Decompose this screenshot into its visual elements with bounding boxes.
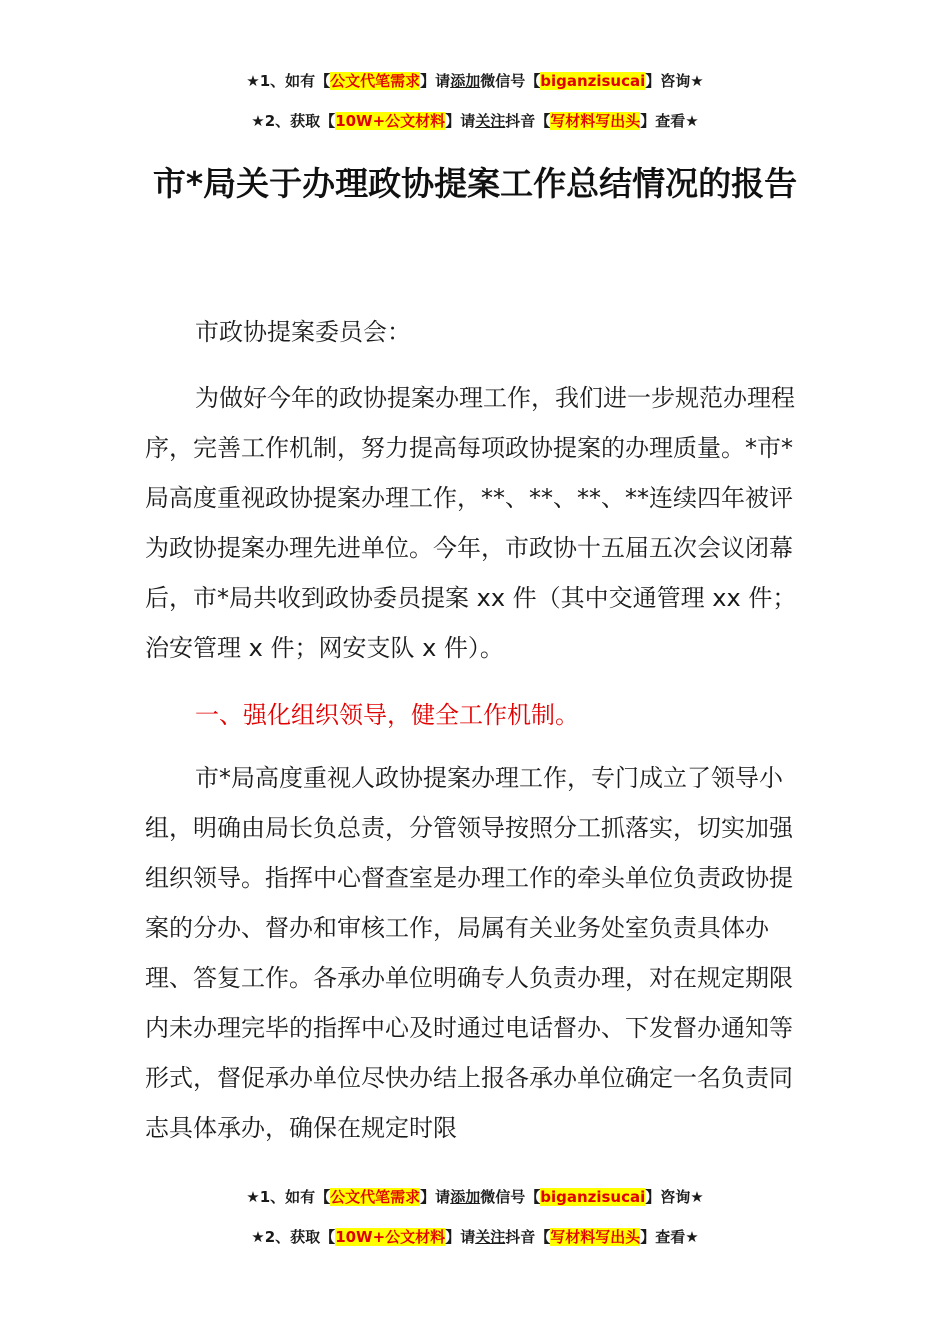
banner-wechat-id: biganzisucai xyxy=(540,72,646,90)
banner-text: 微信号【 xyxy=(480,72,541,90)
banner-wechat-id: biganzisucai xyxy=(540,1188,646,1206)
banner-underline: 关注 xyxy=(475,1228,506,1246)
banner-text: 微信号【 xyxy=(480,1188,541,1206)
salutation: 市政协提案委员会： xyxy=(195,318,411,346)
section-heading-1: 一、强化组织领导，健全工作机制。 xyxy=(195,701,579,729)
banner-text: ★1、如有【 xyxy=(246,72,331,90)
banner-text: ★1、如有【 xyxy=(246,1188,331,1206)
banner-highlight: 10W+公文材料 xyxy=(335,112,446,130)
promo-banner-line-2-footer xyxy=(0,1226,950,1248)
banner-text: 】咨询★ xyxy=(645,1188,704,1206)
body-paragraph-1: 为做好今年的政协提案办理工作，我们进一步规范办理程序，完善工作机制，努力提高每项政协提案的办理质量。*市*局高度重视政协提案办理工作，**、**、**、**连续四年被评为政协提案办理先进单位。今年，市政协十五届五次会议闭幕后，市*局共收到政协委员提案 xx 件（其中交通管理 xx 件；治安管理 x 件；网安支队 x 件）。 xyxy=(145,384,797,662)
banner-text: ★2、获取【 xyxy=(251,1228,336,1246)
banner-underline: 关注 xyxy=(475,112,506,130)
banner-douyin-id: 写材料写出头 xyxy=(550,112,641,130)
banner-text: 】请 xyxy=(420,72,451,90)
banner-underline: 添加 xyxy=(450,1188,481,1206)
banner-text: 】查看★ xyxy=(640,112,699,130)
banner-text: 】查看★ xyxy=(640,1228,699,1246)
banner-text: 抖音【 xyxy=(505,1228,551,1246)
banner-text: 】请 xyxy=(420,1188,451,1206)
banner-text: 】咨询★ xyxy=(645,72,704,90)
banner-underline: 添加 xyxy=(450,72,481,90)
banner-highlight: 公文代笔需求 xyxy=(330,72,421,90)
promo-banner-line-1-footer xyxy=(0,1186,950,1208)
banner-highlight: 公文代笔需求 xyxy=(330,1188,421,1206)
body-paragraph-2: 市*局高度重视人政协提案办理工作，专门成立了领导小组，明确由局长负总责，分管领导按照分工抓落实，切实加强组织领导。指挥中心督查室是办理工作的牵头单位负责政协提案的分办、督办和审核工作，局属有关业务处室负责具体办理、答复工作。各承办单位明确专人负责办理，对在规定期限内未办理完毕的指挥中心及时通过电话督办、下发督办通知等形式，督促承办单位尽快办结上报各承办单位确定一名负责同志具体承办，确保在规定时限 xyxy=(145,764,793,1142)
banner-highlight: 10W+公文材料 xyxy=(335,1228,446,1246)
banner-douyin-id: 写材料写出头 xyxy=(550,1228,641,1246)
banner-text: ★2、获取【 xyxy=(251,112,336,130)
promo-banner-line-2 xyxy=(0,110,950,132)
banner-text: 抖音【 xyxy=(505,112,551,130)
banner-text: 】请 xyxy=(445,112,476,130)
banner-text: 】请 xyxy=(445,1228,476,1246)
promo-banner-line-1 xyxy=(0,70,950,92)
document-title: 市*局关于办理政协提案工作总结情况的报告 xyxy=(152,164,798,203)
